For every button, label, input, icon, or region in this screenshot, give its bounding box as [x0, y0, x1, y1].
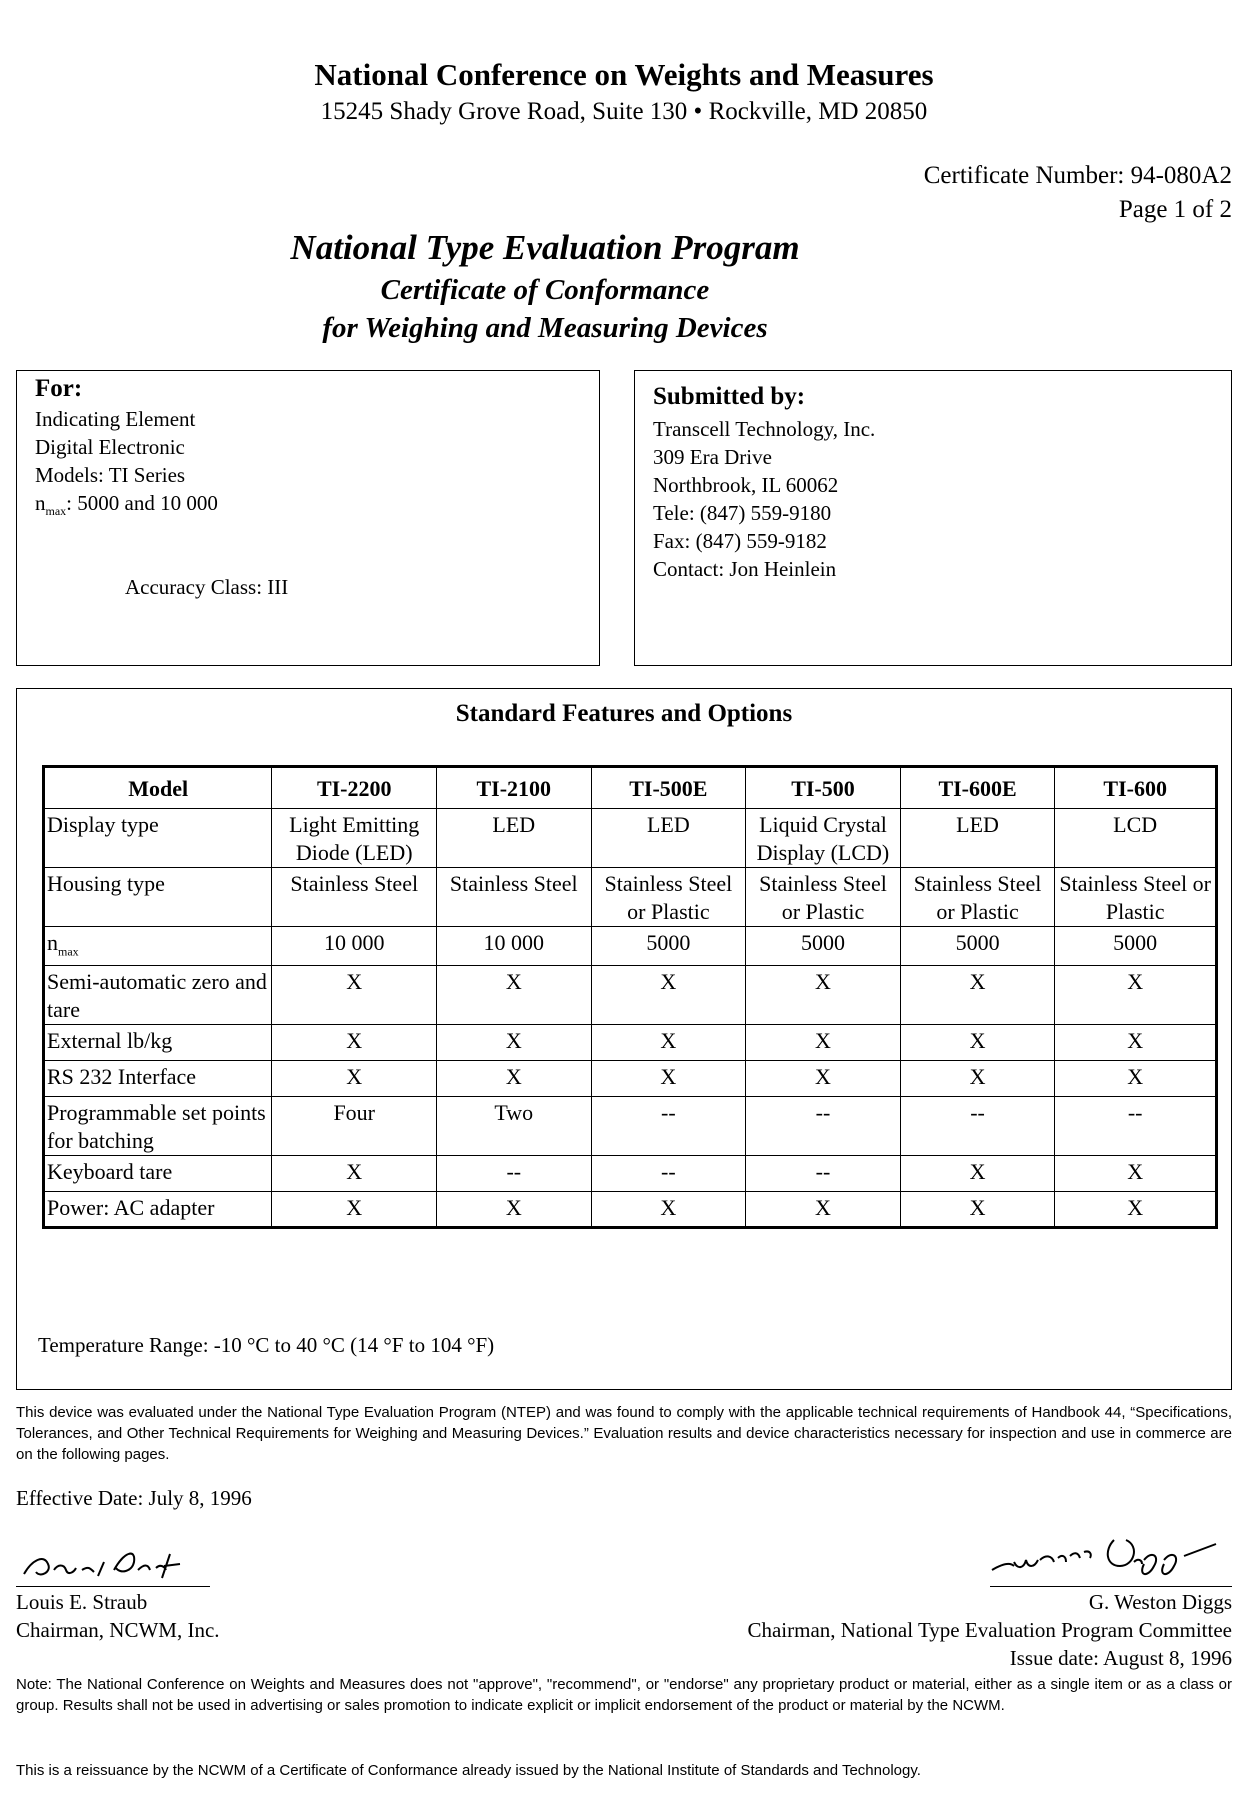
value-cell: X: [900, 966, 1055, 1025]
value-cell: X: [591, 1192, 746, 1228]
for-line-3: Models: TI Series: [35, 463, 186, 487]
value-cell: Stainless Steel: [436, 868, 591, 927]
value-cell: 10 000: [436, 927, 591, 966]
effective-date: Effective Date: July 8, 1996: [16, 1486, 252, 1510]
value-cell: Two: [436, 1097, 591, 1156]
value-cell: --: [746, 1097, 901, 1156]
certificate-number: Certificate Number: 94-080A2: [923, 162, 1232, 189]
value-cell: X: [591, 1025, 746, 1061]
for-nmax: [35, 489, 218, 525]
submitter-street: 309 Era Drive: [653, 445, 772, 469]
value-cell: X: [900, 1061, 1055, 1097]
value-cell: Light Emitting Diode (LED): [272, 809, 437, 868]
nmax-subscript: max: [45, 504, 67, 519]
value-cell: LED: [900, 809, 1055, 868]
value-cell: --: [900, 1097, 1055, 1156]
value-cell: X: [272, 1061, 437, 1097]
value-cell: Stainless Steel or Plastic: [1055, 868, 1217, 927]
value-cell: Stainless Steel or Plastic: [900, 868, 1055, 927]
nmax-subscript: max: [58, 944, 79, 959]
feature-cell: Semi-automatic zero and tare: [44, 966, 272, 1025]
value-cell: X: [1055, 1025, 1217, 1061]
program-subtitle-1: Certificate of Conformance: [380, 274, 710, 306]
feature-cell: Power: AC adapter: [44, 1192, 272, 1228]
value-cell: LED: [591, 809, 746, 868]
value-cell: --: [591, 1097, 746, 1156]
value-cell: X: [1055, 966, 1217, 1025]
for-box: [16, 370, 600, 666]
value-cell: X: [272, 1156, 437, 1192]
value-cell: X: [591, 966, 746, 1025]
signature-line-right: [990, 1586, 1232, 1587]
nmax-symbol: n: [47, 930, 58, 955]
table-row: [44, 1025, 1217, 1061]
table-row: [44, 966, 1217, 1025]
column-header: TI-2200: [272, 767, 437, 809]
column-header: TI-500: [746, 767, 901, 809]
submitter-contact: Contact: Jon Heinlein: [653, 557, 837, 581]
table-row: [44, 927, 1217, 966]
value-cell: --: [1055, 1097, 1217, 1156]
issue-date: Issue date: August 8, 1996: [1009, 1646, 1232, 1670]
reissuance-note: This is a reissuance by the NCWM of a Certificate of Conformance already issued by the National Institute of Standards and Technology.: [16, 1762, 921, 1779]
feature-cell: Display type: [44, 809, 272, 868]
submitted-by-box: [634, 370, 1232, 666]
value-cell: 5000: [900, 927, 1055, 966]
value-cell: X: [272, 966, 437, 1025]
value-cell: X: [746, 966, 901, 1025]
value-cell: X: [746, 1025, 901, 1061]
value-cell: X: [591, 1061, 746, 1097]
value-cell: LCD: [1055, 809, 1217, 868]
column-header: Model: [44, 767, 272, 809]
value-cell: X: [900, 1156, 1055, 1192]
value-cell: X: [436, 966, 591, 1025]
for-line-2: Digital Electronic: [35, 435, 185, 459]
accuracy-class: Accuracy Class: III: [125, 575, 289, 599]
page-number: Page 1 of 2: [1118, 196, 1232, 223]
submitter-fax: Fax: (847) 559-9182: [653, 529, 827, 553]
for-line-1: Indicating Element: [35, 407, 196, 431]
program-subtitle-2: for Weighing and Measuring Devices: [322, 312, 768, 344]
feature-cell: RS 232 Interface: [44, 1061, 272, 1097]
submitter-company: Transcell Technology, Inc.: [653, 417, 876, 441]
value-cell: X: [746, 1061, 901, 1097]
value-cell: X: [1055, 1192, 1217, 1228]
nmax-symbol: n: [35, 491, 46, 515]
column-header: TI-600E: [900, 767, 1055, 809]
signature-line-left: [16, 1586, 210, 1587]
value-cell: X: [436, 1025, 591, 1061]
left-signatory-title: Chairman, NCWM, Inc.: [16, 1618, 220, 1642]
right-signatory-name: G. Weston Diggs: [1088, 1590, 1232, 1614]
features-table: [42, 765, 1218, 1229]
table-header-row: [44, 767, 1217, 809]
table-row: [44, 1061, 1217, 1097]
value-cell: Liquid Crystal Display (LCD): [746, 809, 901, 868]
value-cell: 5000: [1055, 927, 1217, 966]
signature-right: [984, 1526, 1224, 1582]
value-cell: X: [900, 1192, 1055, 1228]
organization-name: National Conference on Weights and Measures: [314, 57, 934, 92]
value-cell: 5000: [591, 927, 746, 966]
value-cell: Stainless Steel or Plastic: [746, 868, 901, 927]
table-row: [44, 1156, 1217, 1192]
value-cell: 5000: [746, 927, 901, 966]
value-cell: X: [272, 1192, 437, 1228]
left-signatory-name: Louis E. Straub: [16, 1590, 148, 1614]
value-cell: --: [436, 1156, 591, 1192]
nmax-value: : 5000 and 10 000: [66, 491, 218, 515]
value-cell: X: [436, 1192, 591, 1228]
evaluation-statement: This device was evaluated under the National Type Evaluation Program (NTEP) and was found to comply with the applicable technical requirements of Handbook 44, “Specifications, Tolerances, and Other Technical Requirements for Weighing and Measuring Devices.” Evaluation results and device characteristics necessary for inspection and use in commerce are on the following pages.: [16, 1404, 1232, 1463]
table-row: [44, 809, 1217, 868]
right-signatory-title: Chairman, National Type Evaluation Program Committee: [747, 1618, 1232, 1642]
value-cell: --: [746, 1156, 901, 1192]
column-header: TI-2100: [436, 767, 591, 809]
value-cell: X: [746, 1192, 901, 1228]
feature-cell: Keyboard tare: [44, 1156, 272, 1192]
temperature-range: Temperature Range: -10 °C to 40 °C (14 °F to 104 °F): [38, 1333, 495, 1357]
value-cell: X: [900, 1025, 1055, 1061]
value-cell: X: [436, 1061, 591, 1097]
for-label: For:: [35, 375, 83, 402]
value-cell: Stainless Steel or Plastic: [591, 868, 746, 927]
organization-address: 15245 Shady Grove Road, Suite 130 • Rockville, MD 20850: [320, 98, 928, 125]
column-header: TI-500E: [591, 767, 746, 809]
value-cell: X: [1055, 1061, 1217, 1097]
value-cell: Four: [272, 1097, 437, 1156]
table-row: [44, 1097, 1217, 1156]
submitter-phone: Tele: (847) 559-9180: [653, 501, 832, 525]
disclaimer-note: Note: The National Conference on Weights and Measures does not "approve", "recommend", or "endorse" any proprietary product or material, either as a single item or as a class or group. Results shall not be used in advertising or sales promotion to indicate explicit or implicit endorsement of the product or material by the NCWM.: [16, 1676, 1232, 1714]
feature-cell: [44, 927, 272, 966]
value-cell: 10 000: [272, 927, 437, 966]
column-header: TI-600: [1055, 767, 1217, 809]
feature-cell: External lb/kg: [44, 1025, 272, 1061]
value-cell: Stainless Steel: [272, 868, 437, 927]
program-title: National Type Evaluation Program: [290, 228, 800, 267]
value-cell: LED: [436, 809, 591, 868]
table-row: [44, 1192, 1217, 1228]
signature-left: [18, 1540, 208, 1586]
features-title: Standard Features and Options: [455, 700, 793, 727]
submitted-label: Submitted by:: [653, 383, 806, 410]
table-row: [44, 868, 1217, 927]
value-cell: X: [1055, 1156, 1217, 1192]
feature-cell: Housing type: [44, 868, 272, 927]
value-cell: --: [591, 1156, 746, 1192]
value-cell: X: [272, 1025, 437, 1061]
feature-cell: Programmable set points for batching: [44, 1097, 272, 1156]
submitter-city: Northbrook, IL 60062: [653, 473, 839, 497]
